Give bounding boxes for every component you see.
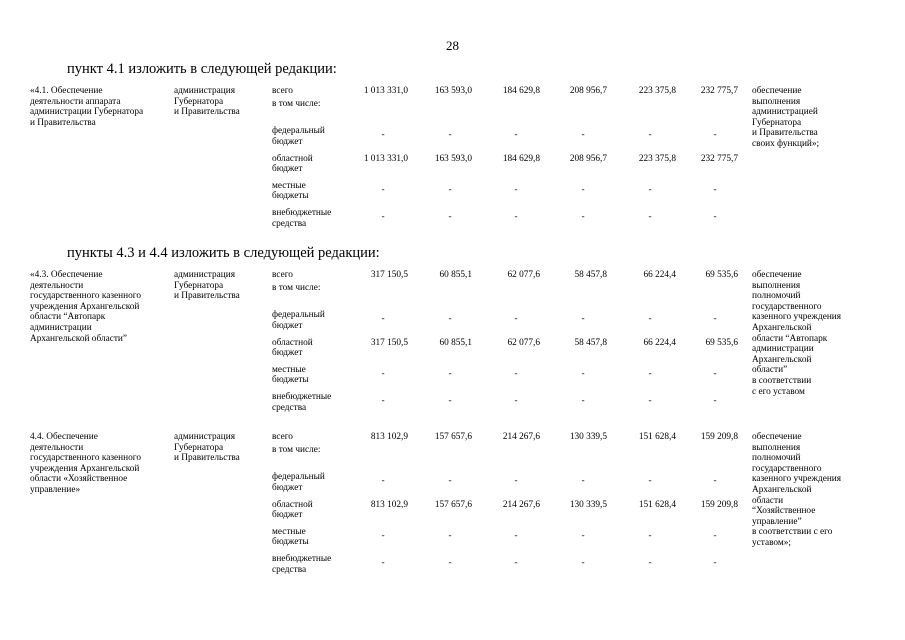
empty-value-dash: - [581,476,585,487]
empty-value-dash: - [648,212,652,223]
row-label: всего [272,270,293,280]
funding-value: 317 150,5 [370,270,408,280]
empty-value-dash: - [448,368,452,379]
empty-value-dash: - [581,530,585,541]
empty-value-dash: - [713,314,717,325]
row-label: в том числе: [272,445,321,455]
empty-value-dash: - [514,476,518,487]
funding-value: 69 535,6 [705,337,738,348]
empty-value-dash: - [514,396,518,407]
funding-value: 223 375,8 [638,153,676,164]
row-label: федеральный бюджет [272,126,325,147]
empty-value-dash: - [381,130,385,141]
empty-value-dash: - [648,558,652,569]
funding-value: 58 457,8 [574,270,607,280]
empty-value-dash: - [381,184,385,195]
row-label: всего [272,86,293,96]
funding-value: 163 593,0 [434,153,472,164]
empty-value-dash: - [648,314,652,325]
empty-value-dash: - [581,368,585,379]
funding-value: 151 628,4 [638,432,676,442]
empty-value-dash: - [381,396,385,407]
row-label: местные бюджеты [272,526,309,548]
empty-value-dash: - [381,368,385,379]
empty-value-dash: - [381,530,385,541]
measure-name: «4.3. Обеспечение деятельности государственного казенного учреждения Архангельской области “Автопарк администрации Архангельской области” [30,270,141,344]
empty-value-dash: - [713,212,717,223]
funding-value: 232 775,7 [700,153,738,164]
funding-value: 232 775,7 [700,86,738,96]
empty-value-dash: - [448,130,452,141]
empty-value-dash: - [648,396,652,407]
empty-value-dash: - [448,184,452,195]
row-label: местные бюджеты [272,364,309,386]
empty-value-dash: - [648,476,652,487]
empty-value-dash: - [581,396,585,407]
empty-value-dash: - [448,314,452,325]
executor-name: администрация Губернатора и Правительства [174,270,240,302]
expected-result: обеспечение выполнения администрацией Губернатора и Правительства своих функций»; [752,86,820,149]
empty-value-dash: - [713,530,717,541]
measure-name: 4.4. Обеспечение деятельности государственного казенного учреждения Архангельской области «Хозяйственное управление» [30,432,141,495]
funding-value: 157 657,6 [434,499,472,510]
section-heading: пункты 4.3 и 4.4 изложить в следующей редакции: [67,245,380,261]
empty-value-dash: - [514,130,518,141]
section-heading: пункт 4.1 изложить в следующей редакции: [67,61,337,77]
funding-value: 60 855,1 [439,337,472,348]
funding-value: 214 267,6 [502,499,540,510]
empty-value-dash: - [648,368,652,379]
empty-value-dash: - [514,212,518,223]
funding-value: 130 339,5 [569,499,607,510]
funding-value: 813 102,9 [370,499,408,510]
empty-value-dash: - [381,212,385,223]
funding-value: 66 224,4 [643,270,676,280]
empty-value-dash: - [514,558,518,569]
funding-value: 223 375,8 [638,86,676,96]
funding-value: 66 224,4 [643,337,676,348]
empty-value-dash: - [514,368,518,379]
empty-value-dash: - [581,558,585,569]
funding-value: 163 593,0 [434,86,472,96]
funding-value: 214 267,6 [502,432,540,442]
empty-value-dash: - [648,130,652,141]
empty-value-dash: - [581,184,585,195]
row-label: внебюджетные средства [272,208,332,229]
empty-value-dash: - [713,558,717,569]
empty-value-dash: - [514,530,518,541]
funding-value: 208 956,7 [569,153,607,164]
empty-value-dash: - [448,476,452,487]
empty-value-dash: - [381,314,385,325]
empty-value-dash: - [448,530,452,541]
funding-value: 1 013 331,0 [363,86,408,96]
funding-value: 1 013 331,0 [363,153,408,164]
funding-value: 813 102,9 [370,432,408,442]
empty-value-dash: - [514,184,518,195]
empty-value-dash: - [448,558,452,569]
executor-name: администрация Губернатора и Правительства [174,86,240,118]
measure-name: «4.1. Обеспечение деятельности аппарата администрации Губернатора и Правительства [30,86,144,128]
empty-value-dash: - [581,314,585,325]
row-label: внебюджетные средства [272,554,332,575]
empty-value-dash: - [381,476,385,487]
funding-value: 62 077,6 [507,337,540,348]
row-label: всего [272,432,293,442]
empty-value-dash: - [713,368,717,379]
funding-value: 317 150,5 [370,337,408,348]
empty-value-dash: - [648,530,652,541]
funding-value: 69 535,6 [705,270,738,280]
empty-value-dash: - [381,558,385,569]
expected-result: обеспечение выполнения полномочий государственного казенного учреждения Архангельской области “Хозяйственное управление” в соответствии с его уставом»; [752,432,842,548]
row-label: федеральный бюджет [272,310,325,331]
row-label: федеральный бюджет [272,472,325,493]
funding-value: 159 209,8 [700,499,738,510]
funding-value: 58 457,8 [574,337,607,348]
empty-value-dash: - [713,396,717,407]
row-label: в том числе: [272,283,321,293]
funding-value: 157 657,6 [434,432,472,442]
empty-value-dash: - [713,476,717,487]
page-number: 28 [446,38,459,53]
funding-value: 184 629,8 [502,86,540,96]
row-label: местные бюджеты [272,180,309,202]
empty-value-dash: - [648,184,652,195]
funding-value: 60 855,1 [439,270,472,280]
executor-name: администрация Губернатора и Правительства [174,432,240,464]
row-label: областной бюджет [272,153,313,175]
row-label: внебюджетные средства [272,392,332,413]
empty-value-dash: - [581,130,585,141]
funding-value: 62 077,6 [507,270,540,280]
empty-value-dash: - [448,212,452,223]
funding-value: 208 956,7 [569,86,607,96]
expected-result: обеспечение выполнения полномочий государственного казенного учреждения Архангельской области “Автопарк администрации Архангельской области” в соответствии с его уставом [752,270,842,397]
funding-value: 130 339,5 [569,432,607,442]
empty-value-dash: - [581,212,585,223]
empty-value-dash: - [713,184,717,195]
row-label: областной бюджет [272,499,313,521]
funding-value: 184 629,8 [502,153,540,164]
row-label: областной бюджет [272,337,313,359]
funding-value: 151 628,4 [638,499,676,510]
funding-value: 159 209,8 [700,432,738,442]
empty-value-dash: - [713,130,717,141]
empty-value-dash: - [514,314,518,325]
empty-value-dash: - [448,396,452,407]
row-label: в том числе: [272,99,321,109]
